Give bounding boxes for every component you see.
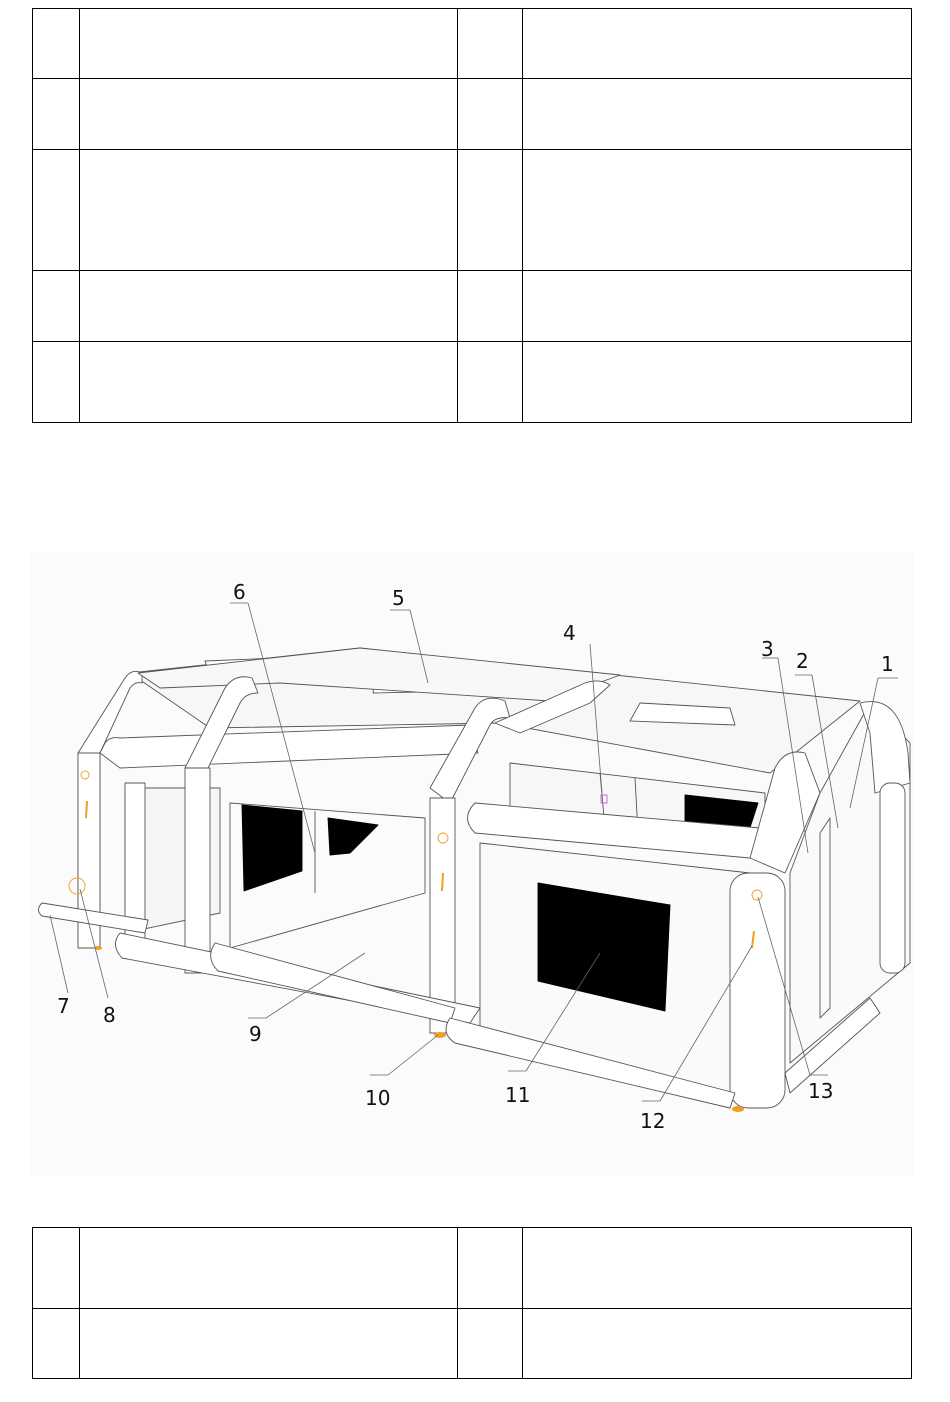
zipper [442,873,443,891]
table-cell [523,79,912,150]
rear-right-post [880,783,905,973]
callout-6: 6 [233,580,246,604]
table-cell [458,1228,523,1309]
paint-booth-drawing [30,553,914,1175]
paint-booth-diagram [30,553,914,1175]
table-cell [458,1309,523,1379]
table-row [33,150,912,271]
table-cell [33,150,80,271]
zipper [86,801,87,818]
middle-post [185,768,210,973]
callout-11: 11 [505,1083,531,1107]
table-cell [458,9,523,79]
table-cell [523,342,912,423]
table-cell [80,1228,458,1309]
table-row [33,79,912,150]
table-cell [33,1309,80,1379]
table-cell [80,342,458,423]
table-cell [523,1228,912,1309]
roof-tube [100,725,478,768]
table-cell [33,342,80,423]
right-front-post [730,873,785,1108]
table-cell [80,271,458,342]
table-cell [523,9,912,79]
callout-3: 3 [761,637,774,661]
table-cell [80,1309,458,1379]
callout-4: 4 [563,621,576,645]
table-row [33,342,912,423]
table-cell [523,1309,912,1379]
top-parts-table [32,8,912,423]
callout-12: 12 [640,1109,666,1133]
table-cell [523,150,912,271]
table-cell [33,1228,80,1309]
table-cell [33,79,80,150]
dark-window [328,818,378,855]
callout-5: 5 [392,586,405,610]
table-cell [458,271,523,342]
bottom-parts-table [32,1227,912,1379]
callout-2: 2 [796,649,809,673]
table-cell [458,150,523,271]
table-cell [458,79,523,150]
dark-window [242,805,302,891]
foot-pad [732,1106,744,1112]
table-cell [80,150,458,271]
table-cell [33,9,80,79]
callout-13: 13 [808,1079,834,1103]
callout-8: 8 [103,1003,116,1027]
table-row [33,1309,912,1379]
table-row [33,9,912,79]
table-cell [458,342,523,423]
bottom-tube [211,943,455,1023]
callout-1: 1 [881,652,894,676]
table-row [33,1228,912,1309]
table-cell [80,79,458,150]
table-row [33,271,912,342]
callout-9: 9 [249,1022,262,1046]
table-cell [80,9,458,79]
callout-7: 7 [57,994,70,1018]
table-cell [33,271,80,342]
callout-10: 10 [365,1086,391,1110]
table-cell [523,271,912,342]
